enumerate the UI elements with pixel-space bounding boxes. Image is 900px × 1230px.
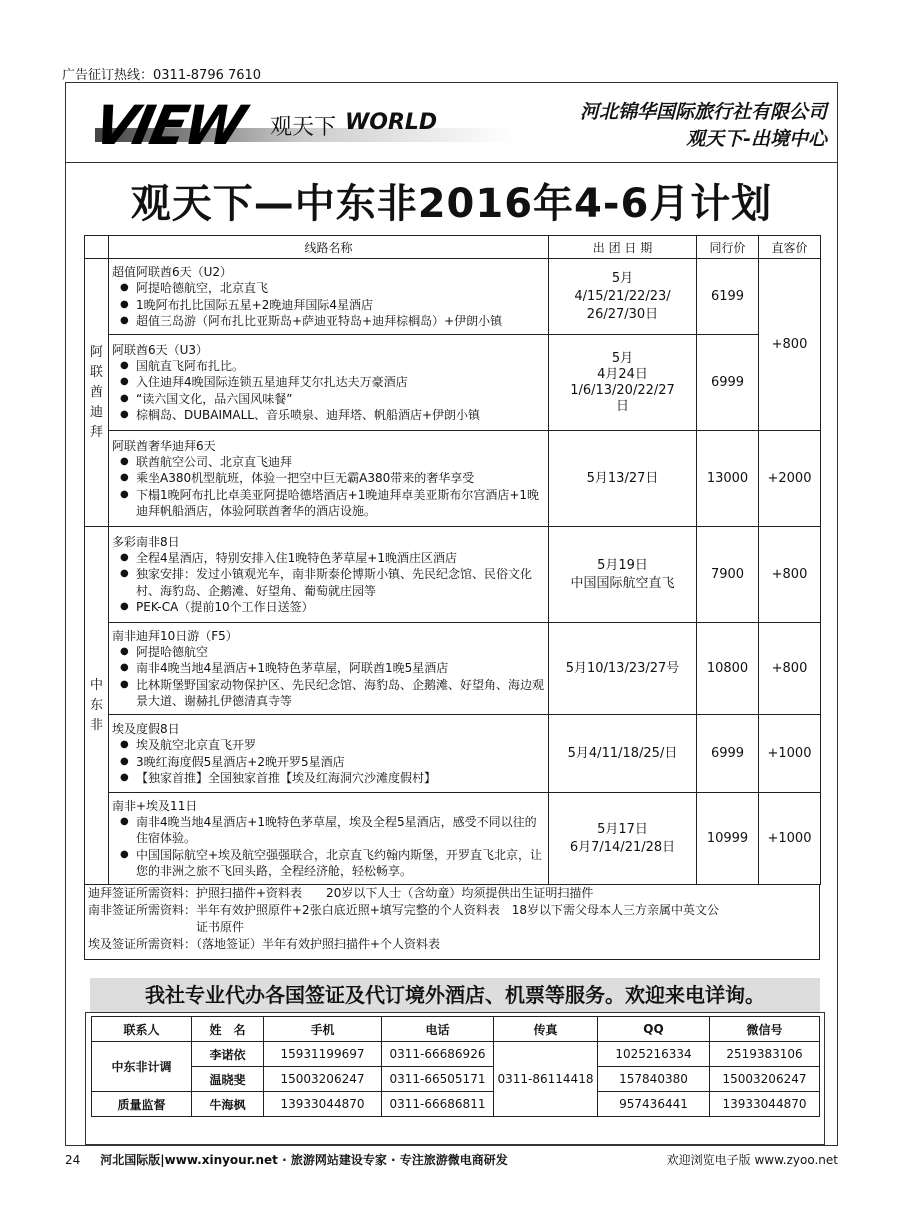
table-header — [85, 236, 821, 259]
contact-group: 质量监督 — [92, 1092, 192, 1117]
route-title: 超值阿联酋6天（U2） — [112, 264, 233, 279]
route-item: ● 阿提哈德航空 — [120, 644, 545, 660]
route-items — [112, 737, 545, 786]
route-title: 多彩南非8日 — [112, 534, 180, 549]
tour-table — [84, 235, 821, 885]
contact-qq: 1025216334 — [598, 1042, 710, 1067]
route-items — [112, 454, 545, 519]
route-cell — [109, 793, 549, 885]
date-cell: 5月19日 中国国际航空直飞 — [549, 527, 697, 623]
contact-wechat: 13933044870 — [710, 1092, 820, 1117]
visa-notes — [84, 884, 820, 954]
contact-mobile: 15931199697 — [264, 1042, 382, 1067]
contact-header-cell: 传真 — [494, 1017, 598, 1042]
visa-note: 埃及签证所需资料：（落地签证）半年有效护照扫描件+个人资料表 — [88, 937, 441, 951]
route-items — [112, 814, 545, 879]
peer-price: 6999 — [697, 335, 759, 431]
service-banner: 我社专业代办各国签证及代订境外酒店、机票等服务。欢迎来电详询。 — [90, 978, 820, 1012]
header-peer: 同行价 — [697, 236, 759, 259]
route-item: ● 联酋航空公司、北京直飞迪拜 — [120, 454, 545, 470]
route-item: ● 独家安排：发过小镇观光车，南非斯泰伦博斯小镇、先民纪念馆、民俗文化村、海豹岛、企鹅滩、好望角、葡萄就庄园等 — [120, 566, 545, 599]
header-route: 线路名称 — [109, 236, 549, 259]
direct-price: +800 — [759, 527, 821, 623]
contact-header-cell: 姓 名 — [192, 1017, 264, 1042]
contact-group: 中东非计调 — [92, 1042, 192, 1092]
peer-price: 6999 — [697, 715, 759, 793]
divider — [65, 162, 838, 163]
date-cell: 5月 4月24日 1/6/13/20/22/27 日 — [549, 335, 697, 431]
footer-left — [65, 1151, 508, 1168]
route-item: ● 超值三岛游（阿布扎比亚斯岛+萨迪亚特岛+迪拜棕榈岛）+伊朗小镇 — [120, 313, 545, 329]
direct-price: +2000 — [759, 431, 821, 527]
date-cell: 5月 4/15/21/22/23/ 26/27/30日 — [549, 259, 697, 335]
table-row — [85, 715, 821, 793]
logo-sub: 观天下 — [270, 115, 337, 140]
contact-fax: 0311-86114418 — [494, 1042, 598, 1117]
company-name: 河北锦华国际旅行社有限公司 — [579, 101, 827, 123]
peer-price: 13000 — [697, 431, 759, 527]
logo-world: WORLD — [345, 110, 438, 135]
table-row — [85, 793, 821, 885]
route-item: ● 【独家首推】全国独家首推【埃及红海洞穴沙滩度假村】 — [120, 770, 545, 786]
route-title: 埃及度假8日 — [112, 721, 180, 736]
company-dept: 观天下-出境中心 — [686, 128, 827, 150]
route-cell — [109, 431, 549, 527]
route-cell — [109, 527, 549, 623]
visa-note: 南非签证所需资料：半年有效护照原件+2张白底近照+填写完整的个人资料表 18岁以下需父母本人三方亲属中英文公 — [88, 903, 720, 917]
direct-price: +800 — [759, 623, 821, 715]
direct-price: +800 — [759, 259, 821, 431]
route-cell — [109, 715, 549, 793]
route-item: ● PEK-CA（提前10个工作日送签） — [120, 599, 545, 615]
route-cell — [109, 335, 549, 431]
footer-right[interactable]: 欢迎浏览电子版 www.zyoo.net — [666, 1153, 838, 1167]
footer-site[interactable]: 河北国际版|www.xinyour.net · 旅游网站建设专家 · 专注旅游微电商研发 — [100, 1153, 508, 1167]
direct-price: +1000 — [759, 715, 821, 793]
route-item: ● 1晚阿布扎比国际五星+2晚迪拜国际4星酒店 — [120, 297, 545, 313]
route-items — [112, 280, 545, 329]
contact-header-cell: 联系人 — [92, 1017, 192, 1042]
route-items — [112, 358, 545, 423]
region-africa: 中 东 非 — [85, 527, 109, 885]
date-cell: 5月17日 6月7/14/21/28日 — [549, 793, 697, 885]
route-items — [112, 644, 545, 709]
route-item: ● 南非4晚当地4星酒店+1晚特色茅草屋，埃及全程5星酒店，感受不同以往的住宿体验。 — [120, 814, 545, 847]
contact-name: 温晓斐 — [192, 1067, 264, 1092]
table-row — [85, 259, 821, 335]
logo — [88, 88, 525, 157]
route-title: 南非迪拜10日游（F5） — [112, 628, 238, 643]
page-number: 24 — [65, 1153, 81, 1167]
route-item: ● 全程4星酒店，特别安排入住1晚特色茅草屋+1晚酒庄区酒店 — [120, 550, 545, 566]
contact-mobile: 13933044870 — [264, 1092, 382, 1117]
ad-hotline: 广告征订热线：0311-8796 7610 — [62, 68, 262, 83]
route-item: ● 埃及航空北京直飞开罗 — [120, 737, 545, 753]
contact-header — [92, 1017, 820, 1042]
contact-mobile: 15003206247 — [264, 1067, 382, 1092]
visa-note: 证书原件 — [88, 920, 245, 934]
visa-note: 迪拜签证所需资料：护照扫描件+资料表 20岁以下人士（含幼童）均须提供出生证明扫描件 — [88, 886, 594, 900]
contact-header-cell: 微信号 — [710, 1017, 820, 1042]
route-item: ● 下榻1晚阿布扎比卓美亚阿提哈德塔酒店+1晚迪拜卓美亚斯布尔宫酒店+1晚迪拜帆船酒店，体验阿联酋奢华的酒店设施。 — [120, 487, 545, 520]
route-item: ● 3晚红海度假5星酒店+2晚开罗5星酒店 — [120, 754, 545, 770]
contact-name: 牛海枫 — [192, 1092, 264, 1117]
route-cell — [109, 623, 549, 715]
contact-row — [92, 1042, 820, 1067]
peer-price: 10800 — [697, 623, 759, 715]
header-date: 出 团 日 期 — [549, 236, 697, 259]
contact-phone: 0311-66686926 — [382, 1042, 494, 1067]
route-items — [112, 550, 545, 615]
route-title: 阿联酋奢华迪拜6天 — [112, 438, 216, 453]
date-cell: 5月13/27日 — [549, 431, 697, 527]
region-uae: 阿 联 酋 迪 拜 — [85, 259, 109, 527]
contact-table — [91, 1016, 820, 1117]
contact-name: 李诺依 — [192, 1042, 264, 1067]
contact-wechat: 15003206247 — [710, 1067, 820, 1092]
table-row — [85, 335, 821, 431]
route-title: 南非+埃及11日 — [112, 798, 198, 813]
route-item: ● 比林斯堡野国家动物保护区、先民纪念馆、海豹岛、企鹅滩、好望角、海边观景大道、谢赫扎伊德清真寺等 — [120, 677, 545, 710]
contact-header-cell: 电话 — [382, 1017, 494, 1042]
route-item: ● 入住迪拜4晚国际连锁五星迪拜艾尔扎达夫万豪酒店 — [120, 374, 545, 390]
date-cell: 5月10/13/23/27号 — [549, 623, 697, 715]
route-title: 阿联酋6天（U3） — [112, 342, 209, 357]
peer-price: 7900 — [697, 527, 759, 623]
page-title: 观天下—中东非2016年4-6月计划 — [130, 181, 773, 227]
direct-price: +1000 — [759, 793, 821, 885]
contact-row — [92, 1067, 820, 1092]
contact-row — [92, 1092, 820, 1117]
header-direct: 直客价 — [759, 236, 821, 259]
route-item: ● 中国国际航空+埃及航空强强联合，北京直飞约翰内斯堡，开罗直飞北京，让您的非洲之旅不飞回头路，全程经济舱，轻松畅享。 — [120, 847, 545, 880]
table-row — [85, 431, 821, 527]
contact-header-cell: 手机 — [264, 1017, 382, 1042]
contact-phone: 0311-66505171 — [382, 1067, 494, 1092]
peer-price: 10999 — [697, 793, 759, 885]
route-item: ● 国航直飞阿布扎比。 — [120, 358, 545, 374]
logo-mark: VIEW — [88, 94, 249, 157]
contact-header-cell: QQ — [598, 1017, 710, 1042]
contact-wechat: 2519383106 — [710, 1042, 820, 1067]
table-row — [85, 527, 821, 623]
date-cell: 5月4/11/18/25/日 — [549, 715, 697, 793]
table-row — [85, 623, 821, 715]
route-item: ● “读六国文化，品六国风味餐” — [120, 391, 545, 407]
contact-phone: 0311-66686811 — [382, 1092, 494, 1117]
route-cell — [109, 259, 549, 335]
contact-qq: 957436441 — [598, 1092, 710, 1117]
route-item: ● 阿提哈德航空，北京直飞 — [120, 280, 545, 296]
route-item: ● 南非4晚当地4星酒店+1晚特色茅草屋，阿联酋1晚5星酒店 — [120, 660, 545, 676]
contact-qq: 157840380 — [598, 1067, 710, 1092]
route-item: ● 棕榈岛、DUBAIMALL、音乐喷泉、迪拜塔、帆船酒店+伊朗小镇 — [120, 407, 545, 423]
route-item: ● 乘坐A380机型航班，体验一把空中巨无霸A380带来的奢华享受 — [120, 470, 545, 486]
peer-price: 6199 — [697, 259, 759, 335]
